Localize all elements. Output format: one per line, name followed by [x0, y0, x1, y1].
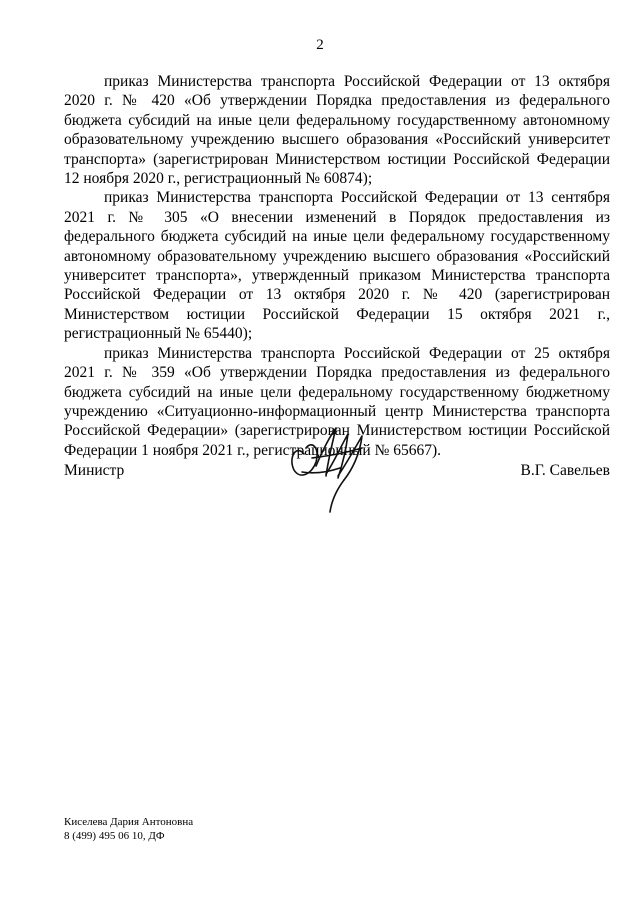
paragraph-order-420: приказ Министерства транспорта Российской Федерации от 13 октября 2020 г. № 420 «Об утверждении Порядка предоставления из федерального бюджета субсидий на иные цели федеральному государственному автономному образовательному учреждению высшего образования «Российский университет транспорта» (зарегистрирован Министерством юстиции Российской Федерации 12 ноября 2020 г., регистрационный № 60874);	[64, 73, 610, 188]
signatory-name: В.Г. Савельев	[520, 462, 610, 479]
paragraph-order-305: приказ Министерства транспорта Российской Федерации от 13 сентября 2021 г. № 305 «О внесении изменений в Порядок предоставления из федерального бюджета субсидий на иные цели федеральному государственному автономному образовательному учреждению высшего образования «Российский университет транспорта», утвержденный приказом Министерства транспорта Российской Федерации от 13 октября 2020 г. № 420 (зарегистрирован Министерством юстиции Российской Федерации 15 октября 2021 г., регистрационный № 65440);	[64, 189, 610, 343]
page-number: 2	[316, 37, 324, 53]
executor-info	[64, 815, 193, 843]
executor-name: Киселева Дария Антоновна	[64, 816, 194, 828]
signatory-position: Министр	[64, 462, 125, 479]
handwritten-signature-icon	[282, 414, 374, 518]
paragraph-order-359: приказ Министерства транспорта Российской Федерации от 25 октября 2021 г. № 359 «Об утверждении Порядка предоставления из федерального бюджета субсидий на иные цели федеральному государственному бюджетному учреждению «Ситуационно-информационный центр Министерства транспорта Российской Федерации» (зарегистрирован Министерством юстиции Российской Федерации 1 ноября 2021 г., регистрационный № 65667).	[64, 344, 610, 459]
executor-phone: 8 (499) 495 06 10, ДФ	[64, 830, 165, 842]
document-body	[64, 72, 610, 460]
